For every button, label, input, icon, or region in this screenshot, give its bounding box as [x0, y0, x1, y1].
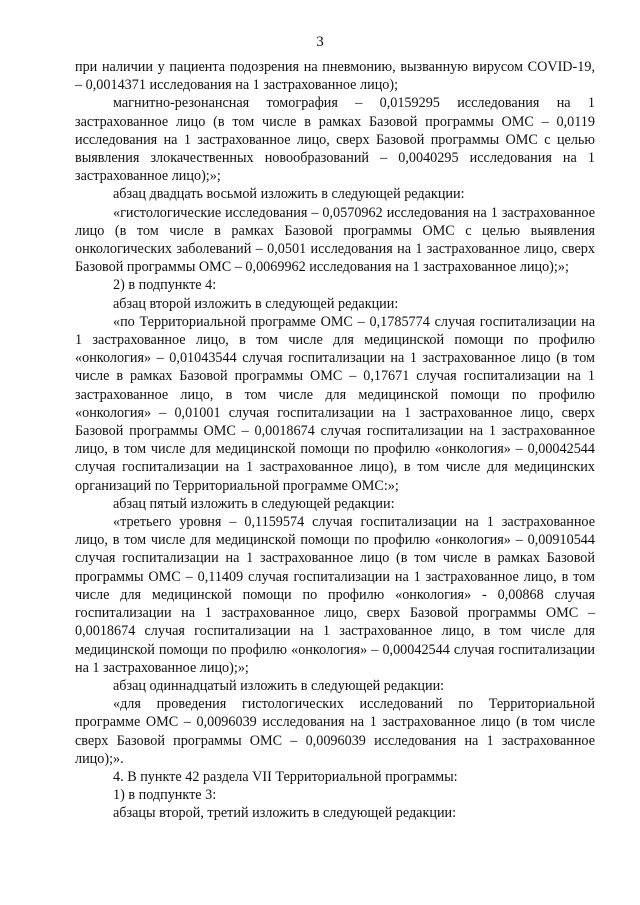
paragraph: «по Территориальной программе ОМС – 0,1785774 случая госпитализации на 1 застрахованное лицо, в том числе для медицинской помощи по профилю «онкология» – 0,01043544 случая госпитализации на 1 застрахованное лицо (в том числе в рамках Базовой программы ОМС – 0,17671 случая госпитализации на 1 застрахованное лицо, в том числе для медицинской помощи по профилю «онкология» – 0,01001 случая госпитализации на 1 застрахованное лицо, сверх Базовой программы ОМС – 0,0018674 случая госпитализации на 1 застрахованное лицо, в том числе для медицинской помощи по профилю «онкология» – 0,00042544 случая госпитализации на 1 застрахованное лицо), в том числе для медицинских организаций по Территориальной программе ОМС:»; [75, 313, 595, 494]
page-number: 3 [316, 34, 324, 50]
paragraph: «для проведения гистологических исследований по Территориальной программе ОМС – 0,0096039 исследования на 1 застрахованное лицо (в том числе сверх Базовой программы ОМС – 0,0096039 исследования на 1 застрахованное лицо);». [75, 696, 595, 767]
paragraph: абзац одиннадцатый изложить в следующей редакции: [113, 677, 445, 694]
paragraph: 4. В пункте 42 раздела VII Территориальной программы: [113, 768, 458, 785]
paragraph: абзацы второй, третий изложить в следующей редакции: [113, 805, 457, 822]
paragraph: «гистологические исследования – 0,0570962 исследования на 1 застрахованное лицо (в том числе в рамках Базовой программы ОМС с целью выявления онкологических заболеваний – 0,0501 исследования на 1 застрахованное лицо, сверх Базовой программы ОМС – 0,0069962 исследования на 1 застрахованное лицо);»; [75, 204, 595, 276]
paragraph: абзац двадцать восьмой изложить в следующей редакции: [113, 186, 465, 203]
paragraph: абзац второй изложить в следующей редакции: [113, 295, 399, 312]
paragraph: магнитно-резонансная томография – 0,0159295 исследования на 1 застрахованное лицо (в том числе в рамках Базовой программы ОМС – 0,0119 исследования на 1 застрахованное лицо, сверх Базовой программы ОМС с целью выявления злокачественных новообразований – 0,0040295 исследования на 1 застрахованное лицо);»; [75, 95, 595, 185]
paragraph: «третьего уровня – 0,1159574 случая госпитализации на 1 застрахованное лицо, в том числе для медицинской помощи по профилю «онкология» – 0,00910544 случая госпитализации на 1 застрахованное лицо (в том числе в рамках Базовой программы ОМС – 0,11409 случая госпитализации на 1 застрахованное лицо, в том числе для медицинской помощи по профилю «онкология» - 0,00868 случая госпитализации на 1 застрахованное лицо, сверх Базовой программы ОМС – 0,0018674 случая госпитализации на 1 застрахованное лицо, в том числе для медицинской помощи по профилю «онкология» – 0,00042544 случая госпитализации на 1 застрахованное лицо);»; [75, 514, 595, 676]
paragraph: абзац пятый изложить в следующей редакции: [113, 495, 395, 512]
paragraph: при наличии у пациента подозрения на пневмонию, вызванную вирусом COVID-19, – 0,0014371 исследования на 1 застрахованное лицо); [75, 59, 595, 94]
paragraph: 1) в подпункте 3: [113, 787, 217, 804]
paragraph: 2) в подпункте 4: [113, 277, 217, 294]
document-body [75, 58, 595, 823]
